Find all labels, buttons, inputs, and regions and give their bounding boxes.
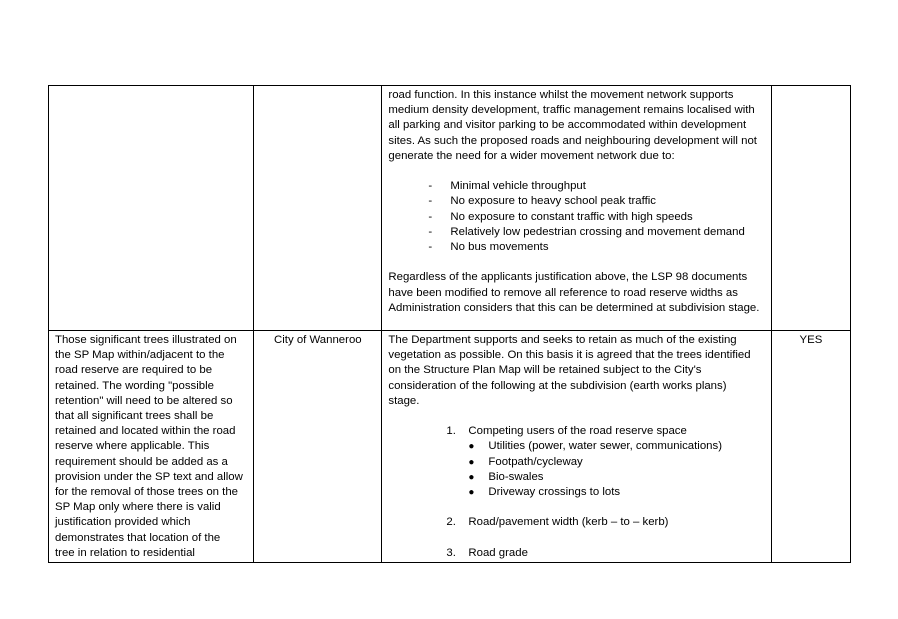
response-line: The Department supports and seeks to retain as much of the existing xyxy=(388,334,737,346)
list-item: - No exposure to constant traffic with high speeds xyxy=(428,210,764,225)
response-cell xyxy=(382,331,771,563)
response-line: on the Structure Plan Map will be retained subject to the City's xyxy=(388,364,702,377)
list-item: ● Bio-swales xyxy=(468,470,764,485)
submission-line: the SP Map within/adjacent to the xyxy=(55,349,225,362)
bullet-icon: ● xyxy=(468,441,475,453)
list-item: - No bus movements xyxy=(428,240,764,255)
submission-line: provision under the SP text and allow xyxy=(55,470,243,483)
dash-icon: - xyxy=(428,241,433,254)
response-line: consideration of the following at the subdivision (earth works plans) xyxy=(388,379,727,392)
closing-line: Administration considers that this can be determined at subdivision stage. xyxy=(388,301,760,314)
submission-line: tree in relation to residential xyxy=(55,546,195,559)
list-item: 2. Road/pavement width (kerb – to – kerb) xyxy=(446,515,764,530)
dash-list xyxy=(388,179,764,255)
list-item: 1. Competing users of the road reserve space ● Utilities (power, water sewer, communications) ● Footpath/cycleway ● Bio-swales ● Driveway crossings to lots xyxy=(446,424,764,500)
submission-line: that all significant trees shall be xyxy=(55,410,214,423)
submission-line: demonstrates that location of the xyxy=(55,531,221,544)
bullet-icon: ● xyxy=(468,456,475,468)
submitter-cell xyxy=(254,331,382,563)
list-item: 3. Road grade xyxy=(446,546,764,561)
submission-line: retained. The wording "possible xyxy=(55,379,214,392)
bullet-icon: ● xyxy=(468,487,475,499)
response-line: generate the need for a wider movement network due to: xyxy=(388,149,675,162)
list-item: ● Utilities (power, water sewer, communications) xyxy=(468,439,764,454)
dash-icon: - xyxy=(428,225,433,238)
dash-icon: - xyxy=(428,210,433,223)
submission-cell xyxy=(49,331,254,563)
response-line: stage. xyxy=(388,394,420,407)
submission-line: Those significant trees illustrated on xyxy=(55,334,237,346)
bullet-icon: ● xyxy=(468,471,475,483)
list-item: ● Driveway crossings to lots xyxy=(468,485,764,500)
submission-line: retained and located within the road xyxy=(55,425,236,438)
list-item: ● Footpath/cycleway xyxy=(468,455,764,470)
response-line: medium density development, traffic management remains localised with xyxy=(388,104,755,117)
submission-line: justification provided which xyxy=(55,516,191,529)
submitter-name: City of Wanneroo xyxy=(274,334,362,346)
numbered-list xyxy=(388,424,764,561)
list-item: - Relatively low pedestrian crossing and movement demand xyxy=(428,225,764,240)
list-item: - No exposure to heavy school peak traffic xyxy=(428,194,764,209)
submission-line: for the removal of those trees on the xyxy=(55,486,238,499)
list-number: 2. xyxy=(446,516,456,529)
submitter-cell xyxy=(254,86,382,331)
list-number: 3. xyxy=(446,546,456,559)
list-number: 1. xyxy=(446,425,456,438)
dash-icon: - xyxy=(428,195,433,208)
submission-line: retention" will need to be altered so xyxy=(55,394,233,407)
table-row xyxy=(49,331,851,563)
status-cell xyxy=(771,331,850,563)
status-value: YES xyxy=(799,334,823,346)
table-row xyxy=(49,86,851,331)
response-line: road function. In this instance whilst the movement network supports xyxy=(388,89,734,101)
list-item: - Minimal vehicle throughput xyxy=(428,179,764,194)
response-line: vegetation as possible. On this basis it is agreed that the trees identified xyxy=(388,349,751,362)
response-cell xyxy=(382,86,771,331)
submission-line: SP Map only where there is valid xyxy=(55,501,221,514)
submission-cell xyxy=(49,86,254,331)
submission-line: road reserve are required to be xyxy=(55,364,213,377)
submission-line: reserve where applicable. This xyxy=(55,440,210,453)
closing-line: Regardless of the applicants justification above, the LSP 98 documents xyxy=(388,271,748,284)
status-cell xyxy=(771,86,850,331)
response-line: all parking and visitor parking to be accommodated within development xyxy=(388,119,747,132)
submission-line: requirement should be added as a xyxy=(55,455,228,468)
dash-icon: - xyxy=(428,180,433,193)
submissions-table xyxy=(48,85,851,563)
bullet-list xyxy=(446,439,764,500)
response-line: sites. As such the proposed roads and neighbouring development will not xyxy=(388,134,757,147)
closing-line: have been modified to remove all reference to road reserve widths as xyxy=(388,286,738,299)
